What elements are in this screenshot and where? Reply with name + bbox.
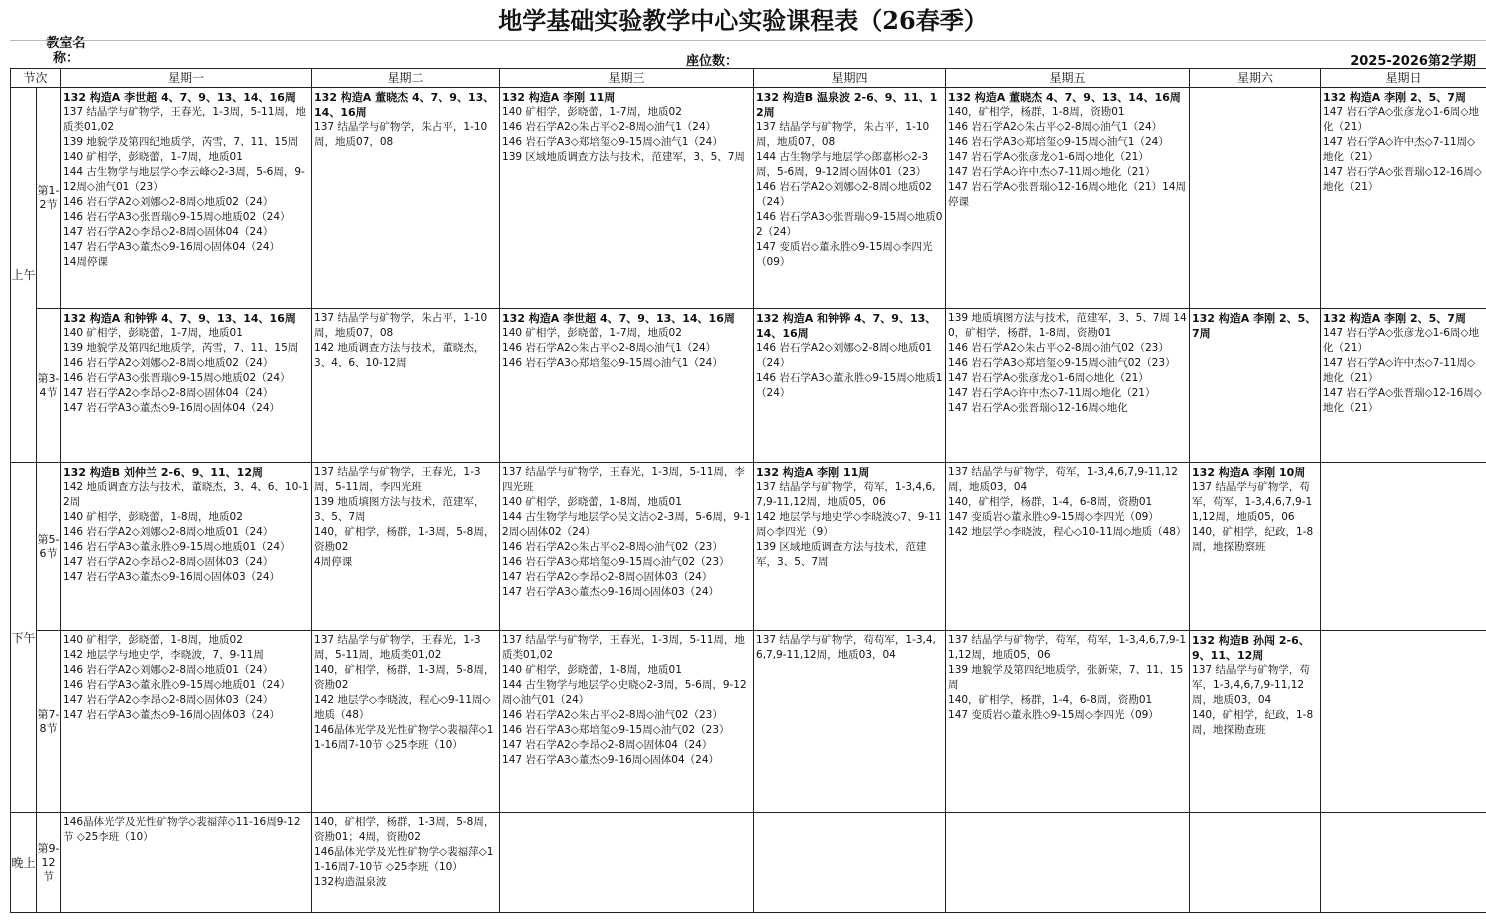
course-entry: 146 岩石学A3◇郑培玺◇9-15周◇油气1（24）	[502, 357, 723, 369]
course-entry: 147 岩石学A◇许中杰◇7-11周◇地化（21）	[948, 387, 1156, 399]
cell-content	[754, 309, 945, 401]
course-entry: 139 地质填图方法与技术，范建军，3、5、7周	[314, 496, 485, 523]
course-entry: 140，矿相学，纪政，1-8周，地探勘察班	[1192, 526, 1314, 553]
course-entry: 146晶体光学及光性矿物学◇裴福萍◇11-16周9-12节 ◇25李班（10）	[63, 816, 301, 843]
course-entry: 139 地貌学及第四纪地质学，张新荣，7、11、15周	[948, 664, 1184, 691]
schedule-cell	[312, 309, 500, 463]
schedule-cell	[61, 88, 312, 309]
course-entry: 146 岩石学A3◇郑培玺◇9-15周◇油气1（24）	[948, 136, 1169, 148]
cell-content	[500, 88, 753, 165]
course-entry: 139 地貌学及第四纪地质学，芮雪，7、11、15周	[63, 136, 299, 148]
period-label: 第9-12节	[37, 813, 61, 913]
course-entry: 146 岩石学A3◇董永胜◇9-15周◇地质1（24）	[756, 372, 943, 399]
course-entry: 146 岩石学A2◇朱占平◇2-8周◇油气02（23）	[502, 709, 723, 721]
period-label: 第1-2节	[37, 88, 61, 309]
cell-content	[312, 813, 499, 890]
course-entry: 147 岩石学A◇张彦龙◇1-6周◇地化（21）	[1323, 106, 1479, 133]
course-entry: 137 结晶学与矿物学，苟军，苟军，1-3,4,6,7,9-11,12周，地质05，06	[1192, 481, 1313, 523]
cell-content	[946, 88, 1189, 210]
course-entry: 142 地质调查方法与技术，董晓杰，3、4、6、10-12周	[63, 481, 309, 508]
course-entry: 147 岩石学A◇张晋瑞◇12-16周◇地化（21）14周停课	[948, 181, 1187, 208]
course-entry: 140，矿相学，杨群，1-8周，资勘01	[948, 106, 1125, 118]
table-row	[11, 88, 1486, 309]
course-entry: 147 岩石学A3◇董杰◇9-16周◇固体04（24）	[63, 241, 281, 253]
course-entry: 147 岩石学A◇张晋瑞◇12-16周◇地化（21）	[1323, 387, 1482, 414]
course-entry: 139 区域地质调查方法与技术，范建军，3、5、7周	[756, 541, 927, 568]
room-label: 教室名称：	[46, 36, 86, 66]
course-entry: 139 地貌学及第四纪地质学，芮雪，7、11、15周	[63, 342, 299, 354]
course-entry: 14周停课	[63, 256, 108, 268]
course-entry: 132 构造A 李刚 2、5、7周	[1323, 91, 1466, 104]
half-day-label: 晚上	[11, 813, 37, 913]
course-entry: 132 构造A 董晓杰 4、7、9、13、14、16周	[314, 91, 495, 119]
schedule-cell	[312, 463, 500, 631]
schedule-cell	[754, 631, 946, 813]
cell-content	[312, 463, 499, 570]
header-period: 节次	[11, 69, 61, 88]
course-entry: 146 岩石学A2◇朱占平◇2-8周◇油气02（23）	[502, 541, 723, 553]
course-entry: 137 结晶学与矿物学，王春光，1-3周，5-11周，地质类01,02	[502, 634, 745, 661]
course-entry: 147 岩石学A2◇李昂◇2-8周◇固体03（24）	[63, 694, 274, 706]
course-entry: 137 结晶学与矿物学，苟军，苟军，1-3,4,6,7,9-11,12周，地质05，06	[948, 634, 1187, 661]
cell-content	[946, 631, 1189, 723]
cell-content	[1190, 631, 1320, 738]
half-day-label: 下午	[11, 463, 37, 813]
schedule-cell	[946, 813, 1190, 913]
course-entry: 132 构造A 和钟铧 4、7、9、13、14、16周	[63, 312, 296, 325]
header-day: 星期六	[1190, 69, 1321, 88]
course-entry: 146 岩石学A3◇郑培玺◇9-15周◇油气1（24）	[502, 136, 723, 148]
course-entry: 132 构造B 孙闯 2-6、9、11、12周	[1192, 634, 1310, 662]
table-row	[11, 309, 1486, 463]
course-entry: 140，矿相学，杨群，1-4，6-8周，资勘01	[948, 496, 1153, 508]
seat-count-label: 座位数：	[686, 54, 739, 69]
course-entry: 140 矿相学，彭晓蕾，1-7周，地质02	[502, 106, 682, 118]
course-entry: 4周停课	[314, 556, 353, 568]
schedule-cell	[312, 631, 500, 813]
course-entry: 140 矿相学，彭晓蕾，1-8周，地质02	[63, 634, 243, 646]
period-label: 第7-8节	[37, 631, 61, 813]
course-entry: 132 构造A 李刚 10周	[1192, 466, 1306, 479]
course-entry: 147 岩石学A◇张彦龙◇1-6周◇地化（21）	[1323, 327, 1479, 354]
course-entry: 140，矿相学，纪政，1-8周，地探勘查班	[1192, 709, 1314, 736]
cell-content	[754, 813, 945, 815]
cell-content	[61, 631, 311, 723]
course-entry: 146 岩石学A2◇朱占平◇2-8周◇油气1（24）	[502, 342, 717, 354]
cell-content	[1190, 463, 1320, 555]
schedule-cell	[61, 813, 312, 913]
schedule-cell	[1321, 631, 1486, 813]
course-entry: 140 矿相学，彭晓蕾，1-8周，地质01	[502, 496, 682, 508]
course-entry: 137 结晶学与矿物学，王春光，1-3周，5-11周，李四光班	[502, 466, 745, 493]
course-entry: 147 岩石学A2◇李昂◇2-8周◇固体04（24）	[63, 387, 274, 399]
course-entry: 144 古生物学与地层学◇史晓◇2-3周，5-6周，9-12周◇油气01（24）	[502, 679, 747, 706]
course-entry: 146 岩石学A3◇董永胜◇9-15周◇地质01（24）	[63, 679, 291, 691]
schedule-cell	[754, 813, 946, 913]
schedule-cell	[1190, 631, 1321, 813]
course-entry: 147 岩石学A◇张彦龙◇1-6周◇地化（21）	[948, 151, 1149, 163]
header-day: 星期一	[61, 69, 312, 88]
cell-content	[312, 631, 499, 753]
course-entry: 142 地层学与地史学，李晓波，7、9-11周	[63, 649, 264, 661]
course-entry: 137 结晶学与矿物学，王春光，1-3周，5-11周，地质类01,02	[63, 106, 306, 133]
course-entry: 132 构造B 温泉波 2-6、9、11、12周	[756, 91, 938, 119]
course-entry: 147 变质岩◇董永胜◇9-15周◇李四光（09）	[948, 709, 1159, 721]
table-row	[11, 463, 1486, 631]
course-entry: 140 矿相学，彭晓蕾，1-7周，地质02	[502, 327, 682, 339]
course-entry: 132 构造A 李刚 2、5、7周	[1323, 312, 1466, 325]
course-entry: 137 结晶学与矿物学，朱占平，1-10周，地质07，08	[756, 121, 930, 148]
cell-content	[1321, 309, 1486, 416]
course-entry: 137 结晶学与矿物学，王春光，1-3周，5-11周，李四光班	[314, 466, 481, 493]
schedule-cell	[312, 813, 500, 913]
schedule-cell	[946, 631, 1190, 813]
cell-content	[500, 631, 753, 768]
header-day: 星期三	[500, 69, 754, 88]
course-entry: 146 岩石学A2◇朱占平◇2-8周◇油气1（24）	[948, 121, 1163, 133]
schedule-cell	[946, 88, 1190, 309]
cell-content	[946, 463, 1189, 540]
course-entry: 146 岩石学A3◇郑培玺◇9-15周◇油气02（23）	[948, 357, 1176, 369]
cell-content	[1190, 309, 1320, 341]
course-entry: 147 岩石学A◇张晋瑞◇12-16周◇地化	[948, 402, 1128, 414]
course-entry: 147 岩石学A◇许中杰◇7-11周◇地化（21）	[1323, 136, 1476, 163]
cell-content	[1321, 813, 1486, 815]
cell-content	[61, 88, 311, 270]
course-entry: 142 地质调查方法与技术，董晓杰，3、4、6、10-12周	[314, 342, 485, 369]
course-entry: 147 岩石学A2◇李昂◇2-8周◇固体04（24）	[63, 226, 274, 238]
schedule-cell	[1321, 88, 1486, 309]
course-entry: 147 岩石学A3◇董杰◇9-16周◇固体03（24）	[63, 709, 281, 721]
course-entry: 147 岩石学A◇许中杰◇7-11周◇地化（21）	[948, 166, 1156, 178]
course-entry: 139 地质填图方法与技术，范建军，3、5、7周 140，矿相学，杨群，1-8周，资勘01	[948, 312, 1187, 339]
cell-content	[61, 309, 311, 416]
course-entry: 132 构造A 董晓杰 4、7、9、13、14、16周	[948, 91, 1181, 104]
course-entry: 137 结晶学与矿物学，朱占平，1-10周，地质07，08	[314, 312, 488, 339]
course-entry: 146 岩石学A2◇刘娜◇2-8周◇地质02（24）	[63, 357, 274, 369]
cell-content	[1321, 88, 1486, 195]
course-entry: 140 矿相学，彭晓蕾，1-7周，地质01	[63, 151, 243, 163]
header-day: 星期四	[754, 69, 946, 88]
cell-content	[61, 463, 311, 585]
header-day: 星期五	[946, 69, 1190, 88]
cell-content	[754, 88, 945, 270]
schedule-cell	[1321, 309, 1486, 463]
course-entry: 146 岩石学A2◇刘娜◇2-8周◇地质02（24）	[63, 196, 274, 208]
course-entry: 140，矿相学，杨群，1-3周，5-8周，资勘02	[314, 526, 495, 553]
cell-content	[500, 309, 753, 371]
schedule-cell	[1321, 463, 1486, 631]
course-entry: 147 岩石学A2◇李昂◇2-8周◇固体03（24）	[63, 556, 274, 568]
course-entry: 140，矿相学，杨群，1-3周，5-8周，资勘02	[314, 664, 495, 691]
course-entry: 146 岩石学A3◇张晋瑞◇9-15周◇地质02（24）	[63, 372, 291, 384]
course-entry: 144 古生物学与地层学◇郎嘉彬◇2-3周，5-6周，9-12周◇固体01（23）	[756, 151, 929, 178]
schedule-cell	[1190, 309, 1321, 463]
course-entry: 140 矿相学，彭晓蕾，1-7周，地质01	[63, 327, 243, 339]
cell-content	[500, 463, 753, 600]
course-entry: 146 岩石学A3◇郑培玺◇9-15周◇油气02（23）	[502, 556, 730, 568]
schedule-cell	[61, 631, 312, 813]
course-entry: 132 构造B 刘仲兰 2-6、9、11、12周	[63, 466, 263, 479]
table-row	[11, 813, 1486, 913]
term-label: 2025-2026第2学期	[1350, 54, 1476, 69]
course-entry: 147 岩石学A◇张彦龙◇1-6周◇地化（21）	[948, 372, 1149, 384]
course-entry: 137 结晶学与矿物学，王春光，1-3周，5-11周，地质类01,02	[314, 634, 481, 661]
course-entry: 140 矿相学，彭晓蕾，1-8周，地质02	[63, 511, 243, 523]
schedule-cell	[754, 463, 946, 631]
cell-content	[500, 813, 753, 815]
course-entry: 140，矿相学，杨群，1-4，6-8周，资勘01	[948, 694, 1153, 706]
course-entry: 146 岩石学A3◇张晋瑞◇9-15周◇地质02（24）	[63, 211, 291, 223]
course-entry: 142 地层学◇李晓波，程心◇10-11周◇地质（48）	[948, 526, 1187, 538]
course-entry: 147 变质岩◇董永胜◇9-15周◇李四光（09）	[756, 241, 933, 268]
course-entry: 142 地层学与地史学◇李晓波◇7、9-11周◇李四光（9）	[756, 511, 942, 538]
cell-content	[946, 309, 1189, 416]
schedule-cell	[754, 88, 946, 309]
cell-content	[312, 309, 499, 371]
divider-line	[10, 40, 1486, 41]
period-label: 第3-4节	[37, 309, 61, 463]
page-title: 地学基础实验教学中心实验课程表（26春季）	[498, 6, 988, 35]
course-entry: 146晶体光学及光性矿物学◇裴福萍◇11-16周7-10节 ◇25李班（10）	[314, 724, 494, 751]
course-entry: 146 岩石学A2◇朱占平◇2-8周◇油气02（23）	[948, 342, 1169, 354]
course-entry: 132 构造A 李世超 4、7、9、13、14、16周	[63, 91, 296, 104]
schedule-cell	[500, 309, 754, 463]
table-row	[11, 631, 1486, 813]
course-entry: 147 岩石学A◇许中杰◇7-11周◇地化（21）	[1323, 357, 1476, 384]
cell-content	[946, 813, 1189, 815]
cell-content	[1321, 463, 1486, 465]
course-entry: 146 岩石学A2◇刘娜◇2-8周◇地质01（24）	[63, 664, 274, 676]
schedule-cell	[1190, 463, 1321, 631]
schedule-cell	[946, 309, 1190, 463]
course-entry: 147 岩石学A2◇李昂◇2-8周◇固体04（24）	[502, 739, 713, 751]
header-row	[11, 69, 1486, 88]
course-entry: 147 变质岩◇董永胜◇9-15周◇李四光（09）	[948, 511, 1159, 523]
course-entry: 146 岩石学A3◇郑培玺◇9-15周◇油气02（23）	[502, 724, 730, 736]
schedule-table	[10, 68, 1486, 913]
schedule-cell	[1321, 813, 1486, 913]
cell-content	[754, 631, 945, 663]
course-entry: 132 构造A 李刚 2、5、7周	[1192, 312, 1317, 340]
course-entry: 144 古生物学与地层学◇李云峰◇2-3周，5-6周，9-12周◇油气01（23）	[63, 166, 305, 193]
course-entry: 146 岩石学A2◇刘娜◇2-8周◇地质01（24）	[63, 526, 274, 538]
header-day: 星期日	[1321, 69, 1486, 88]
course-entry: 132 构造A 李世超 4、7、9、13、14、16周	[502, 312, 735, 325]
course-entry: 147 岩石学A3◇董杰◇9-16周◇固体04（24）	[502, 754, 720, 766]
course-entry: 140 矿相学，彭晓蕾，1-8周，地质01	[502, 664, 682, 676]
course-entry: 147 岩石学A3◇董杰◇9-16周◇固体04（24）	[63, 402, 281, 414]
schedule-cell	[500, 88, 754, 309]
course-entry: 146 岩石学A3◇张晋瑞◇9-15周◇地质02（24）	[756, 211, 943, 238]
course-entry: 132 构造A 和钟铧 4、7、9、13、14、16周	[756, 312, 937, 340]
course-entry: 132 构造A 李刚 11周	[756, 466, 870, 479]
course-entry: 147 岩石学A2◇李昂◇2-8周◇固体03（24）	[502, 571, 713, 583]
course-entry: 137 结晶学与矿物学，苟军，1-3,4,6,7,9-11,12周，地质05，06	[756, 481, 936, 508]
cell-content	[61, 813, 311, 845]
course-entry: 146 岩石学A2◇朱占平◇2-8周◇油气1（24）	[502, 121, 717, 133]
schedule-cell	[754, 309, 946, 463]
course-entry: 147 岩石学A◇张晋瑞◇12-16周◇地化（21）	[1323, 166, 1482, 193]
course-entry: 146 岩石学A2◇刘娜◇2-8周◇地质01（24）	[756, 342, 932, 369]
course-entry: 139 区域地质调查方法与技术，范建军，3、5、7周	[502, 151, 745, 163]
schedule-cell	[500, 631, 754, 813]
schedule-cell	[500, 463, 754, 631]
schedule-cell	[61, 463, 312, 631]
schedule-cell	[61, 309, 312, 463]
course-entry: 137 结晶学与矿物学，苟苟军，1-3,4,6,7,9-11,12周，地质03，04	[756, 634, 936, 661]
course-entry: 132构造温泉波	[314, 876, 387, 888]
cell-content	[1190, 88, 1320, 90]
cell-content	[312, 88, 499, 150]
course-entry: 144 古生物学与地层学◇吴文洁◇2-3周，5-6周，9-12周◇固体02（24）	[502, 511, 751, 538]
course-entry: 132 构造A 李刚 11周	[502, 91, 616, 104]
course-entry: 146 岩石学A2◇刘娜◇2-8周◇地质02（24）	[756, 181, 932, 208]
cell-content	[754, 463, 945, 570]
course-entry: 137 结晶学与矿物学，朱占平，1-10周，地质07，08	[314, 121, 488, 148]
course-entry: 146 岩石学A3◇董永胜◇9-15周◇地质01（24）	[63, 541, 291, 553]
schedule-cell	[1190, 88, 1321, 309]
course-entry: 142 地层学◇李晓波，程心◇9-11周◇地质（48）	[314, 694, 491, 721]
schedule-cell	[946, 463, 1190, 631]
course-entry: 147 岩石学A3◇董杰◇9-16周◇固体03（24）	[63, 571, 281, 583]
schedule-cell	[500, 813, 754, 913]
schedule-cell	[1190, 813, 1321, 913]
half-day-label: 上午	[11, 88, 37, 463]
header-day: 星期二	[312, 69, 500, 88]
course-entry: 147 岩石学A3◇董杰◇9-16周◇固体03（24）	[502, 586, 720, 598]
schedule-cell	[312, 88, 500, 309]
cell-content	[1321, 631, 1486, 633]
course-entry: 146晶体光学及光性矿物学◇裴福萍◇11-16周7-10节 ◇25李班（10）	[314, 846, 494, 873]
course-entry: 137 结晶学与矿物学，苟军，1-3,4,6,7,9-11,12周，地质03，04	[1192, 664, 1310, 706]
course-entry: 140，矿相学，杨群，1-3周，5-8周，资勘01；4周，资勘02	[314, 816, 495, 843]
course-entry: 137 结晶学与矿物学，苟军，1-3,4,6,7,9-11,12周，地质03，04	[948, 466, 1178, 493]
period-label: 第5-6节	[37, 463, 61, 631]
cell-content	[1190, 813, 1320, 815]
